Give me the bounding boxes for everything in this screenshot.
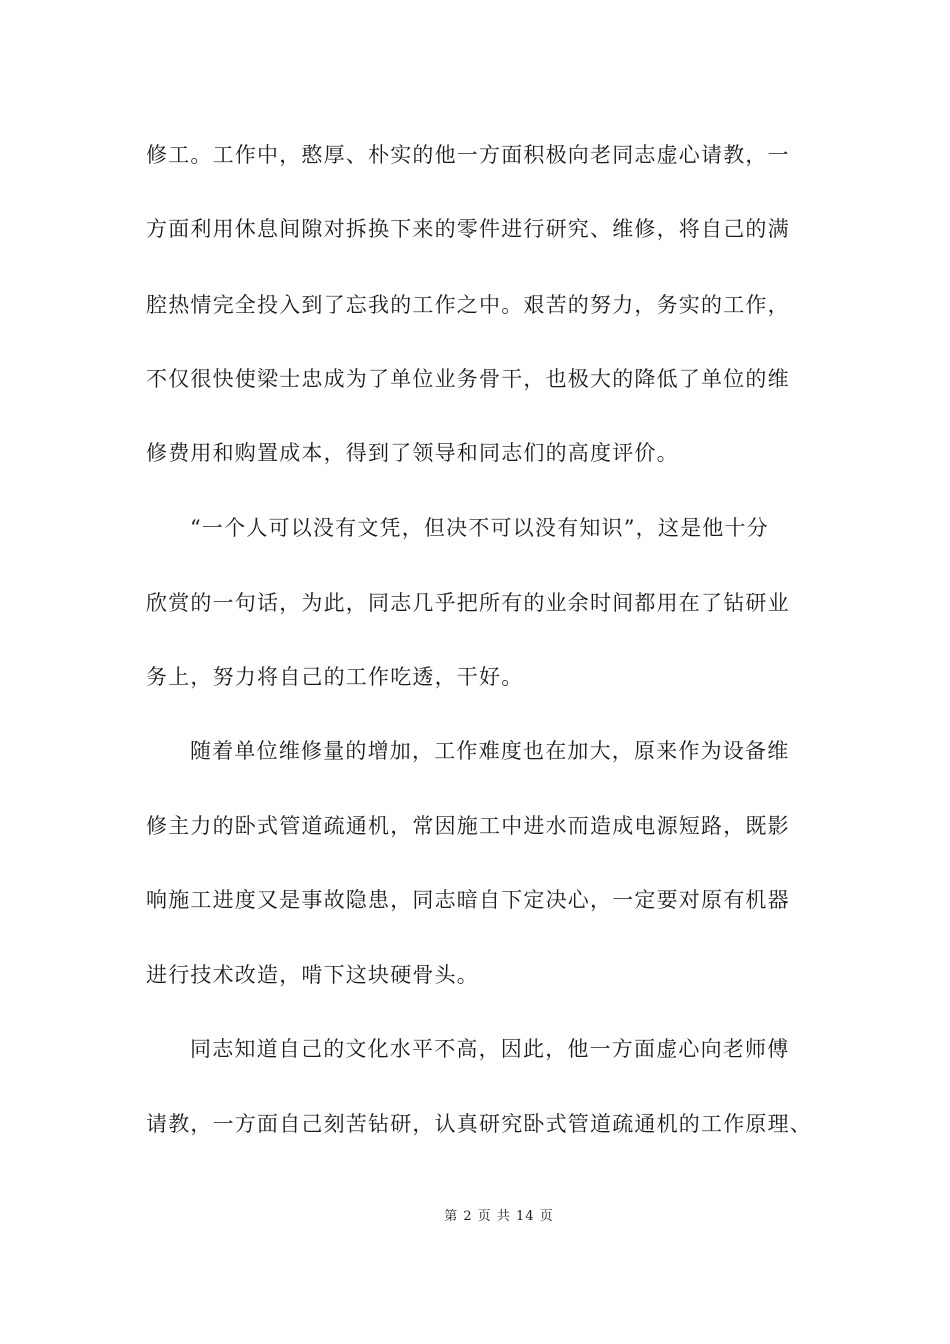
text-line: 欣赏的一句话，为此，同志几乎把所有的业余时间都用在了钻研业 [146,591,790,615]
text-line: 腔热情完全投入到了忘我的工作之中。艰苦的努力，务实的工作， [146,293,790,317]
text-line: “一个人可以没有文凭，但决不可以没有知识”，这是他十分 [190,516,769,540]
text-line: 方面利用休息间隙对拆换下来的零件进行研究、维修，将自己的满 [146,217,790,241]
text-line: 修工。工作中，憨厚、朴实的他一方面积极向老同志虚心请教，一 [146,143,790,167]
page-footer: 第 2 页 共 14 页 [444,1209,554,1224]
text-line: 同志知道自己的文化水平不高，因此，他一方面虚心向老师傅 [190,1037,790,1061]
text-line: 随着单位维修量的增加，工作难度也在加大，原来作为设备维 [190,739,790,763]
text-line: 修费用和购置成本，得到了领导和同志们的高度评价。 [146,441,679,465]
text-line: 务上，努力将自己的工作吃透，干好。 [146,665,524,689]
text-line: 请教，一方面自己刻苦钻研，认真研究卧式管道疏通机的工作原理、 [146,1112,812,1136]
text-line: 响施工进度又是事故隐患，同志暗自下定决心，一定要对原有机器 [146,888,790,912]
text-line: 修主力的卧式管道疏通机，常因施工中进水而造成电源短路，既影 [146,814,790,838]
text-line: 进行技术改造，啃下这块硬骨头。 [146,963,479,987]
text-line: 不仅很快使梁士忠成为了单位业务骨干，也极大的降低了单位的维 [146,367,790,391]
